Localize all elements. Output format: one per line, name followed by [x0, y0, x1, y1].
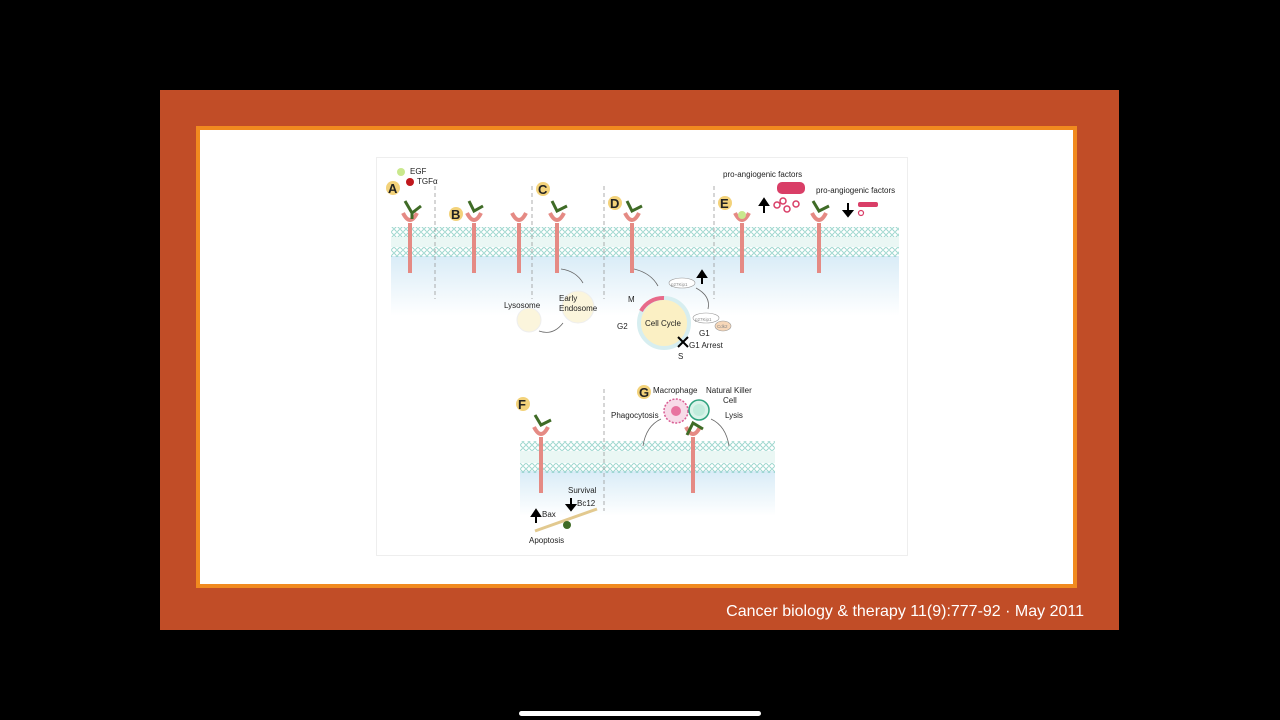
- early-label-1: Early: [559, 294, 578, 303]
- pro-angiogenic-up-label: pro-angiogenic factors: [723, 170, 803, 179]
- up-arrow-e-icon: [760, 199, 768, 213]
- phase-g2: G2: [617, 322, 628, 331]
- badge-f: F: [518, 397, 526, 412]
- badge-d: D: [610, 196, 620, 211]
- survival-label: Survival: [568, 486, 597, 495]
- egf-dot-icon: [397, 168, 405, 176]
- pro-angiogenic-down-label: pro-angiogenic factors: [816, 186, 896, 195]
- lysosome-label: Lysosome: [504, 301, 541, 310]
- panel-e-angiogenesis: [723, 170, 895, 216]
- phase-s: S: [678, 352, 684, 361]
- phagocytosis-label: Phagocytosis: [611, 411, 659, 420]
- badge-g: G: [639, 385, 650, 400]
- vessel-icon: [777, 182, 805, 194]
- badge-a: A: [388, 181, 398, 196]
- badge-c: C: [538, 182, 548, 197]
- bottom-membrane: [520, 441, 775, 516]
- badge-e: E: [720, 196, 729, 211]
- phase-m: M: [628, 295, 635, 304]
- nk-label-1: Natural Killer: [706, 386, 752, 395]
- macrophage-label: Macrophage: [653, 386, 698, 395]
- top-membrane: [391, 227, 899, 316]
- p27-label: p27Kip1: [671, 282, 688, 287]
- cell-cycle-label: Cell Cycle: [645, 319, 682, 328]
- nk-label-2: Cell: [723, 396, 737, 405]
- badge-b: B: [451, 207, 461, 222]
- bcl2-label: Bc12: [577, 499, 596, 508]
- legend-egf: EGF: [410, 167, 427, 176]
- egfr-mechanism-figure: [376, 157, 908, 556]
- cdk-label: Cdk2: [717, 324, 728, 329]
- legend: [397, 167, 438, 186]
- lysis-label: Lysis: [725, 411, 743, 420]
- bax-label: Bax: [542, 510, 556, 519]
- p27-label-b: p27Kip1: [695, 317, 712, 322]
- early-label-2: Endosome: [559, 304, 598, 313]
- figure-svg: [377, 158, 907, 555]
- apoptosis-label: Apoptosis: [529, 536, 565, 545]
- tgf-dot-icon: [406, 178, 414, 186]
- down-arrow-e-icon: [844, 203, 852, 216]
- small-vessel-icon: [858, 202, 878, 207]
- legend-tgf: TGFα: [417, 177, 438, 186]
- home-indicator[interactable]: [519, 711, 761, 716]
- phase-g1: G1: [699, 329, 710, 338]
- g1-arrest-label: G1 Arrest: [689, 341, 723, 350]
- citation-text: Cancer biology & therapy 11(9):777-92 · May 2011: [726, 603, 1084, 620]
